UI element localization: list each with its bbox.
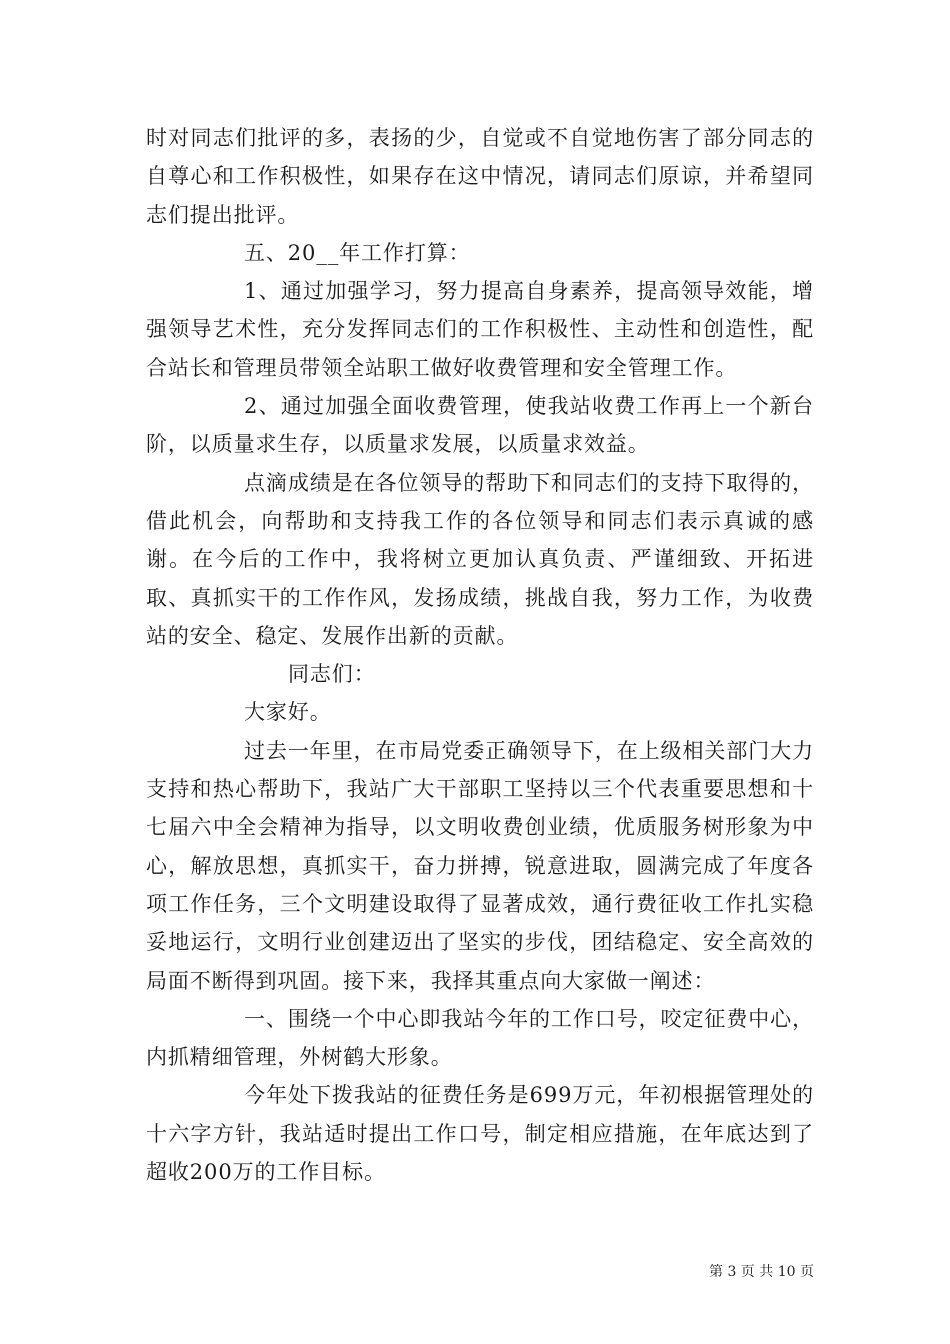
paragraph-plan-item-1: 1、通过加强学习，努力提高自身素养，提高领导效能，增强领导艺术性，充分发挥同志们的工作积极性、主动性和创造性，配合站长和管理员带领全站职工做好收费管理和安全管理工作。 <box>146 279 814 380</box>
paragraph-criticism-continuation: 时对同志们批评的多，表扬的少，自觉或不自觉地伤害了部分同志的自尊心和工作积极性，如果存在这中情况，请同志们原谅，并希望同志们提出批评。 <box>146 126 814 227</box>
paragraph-salutation: 同志们： <box>288 662 376 687</box>
paragraph-section-one-heading: 一、围绕一个中心即我站今年的工作口号，咬定征费中心，内抓精细管理，外树鹤大形象。 <box>146 1006 814 1070</box>
paragraph-year-review: 过去一年里，在市局党委正确领导下，在上级相关部门大力支持和热心帮助下，我站广大干部职工坚持以三个代表重要思想和十七届六中全会精神为指导，以文明收费创业绩，优质服务树形象为中心，解放思想，真抓实干，奋力拼搏，锐意进取，圆满完成了年度各项工作任务，三个文明建设取得了显著成效，通行费征收工作扎实稳妥地运行，文明行业创建迈出了坚实的步伐，团结稳定、安全高效的局面不断得到巩固。接下来，我择其重点向大家做一阐述： <box>146 738 814 993</box>
page-number-footer: 第 3 页 共 10 页 <box>709 1264 814 1280</box>
paragraph-closing-thanks: 点滴成绩是在各位领导的帮助下和同志们的支持下取得的，借此机会，向帮助和支持我工作的各位领导和同志们表示真诚的感谢。在今后的工作中，我将树立更加认真负责、严谨细致、开拓进取、真抓实干的工作作风，发扬成绩，挑战自我，努力工作，为收费站的安全、稳定、发展作出新的贡献。 <box>146 470 814 648</box>
paragraph-greeting: 大家好。 <box>244 700 332 725</box>
paragraph-fee-target: 今年处下拨我站的征费任务是699万元，年初根据管理处的十六字方针，我站适时提出工作口号，制定相应措施，在年底达到了超收200万的工作目标。 <box>146 1083 814 1185</box>
paragraph-section-five-heading: 五、20__年工作打算： <box>244 240 471 265</box>
paragraph-plan-item-2: 2、通过加强全面收费管理，使我站收费工作再上一个新台阶，以质量求生存，以质量求发展，以质量求效益。 <box>146 394 814 457</box>
document-body <box>146 119 814 1191</box>
